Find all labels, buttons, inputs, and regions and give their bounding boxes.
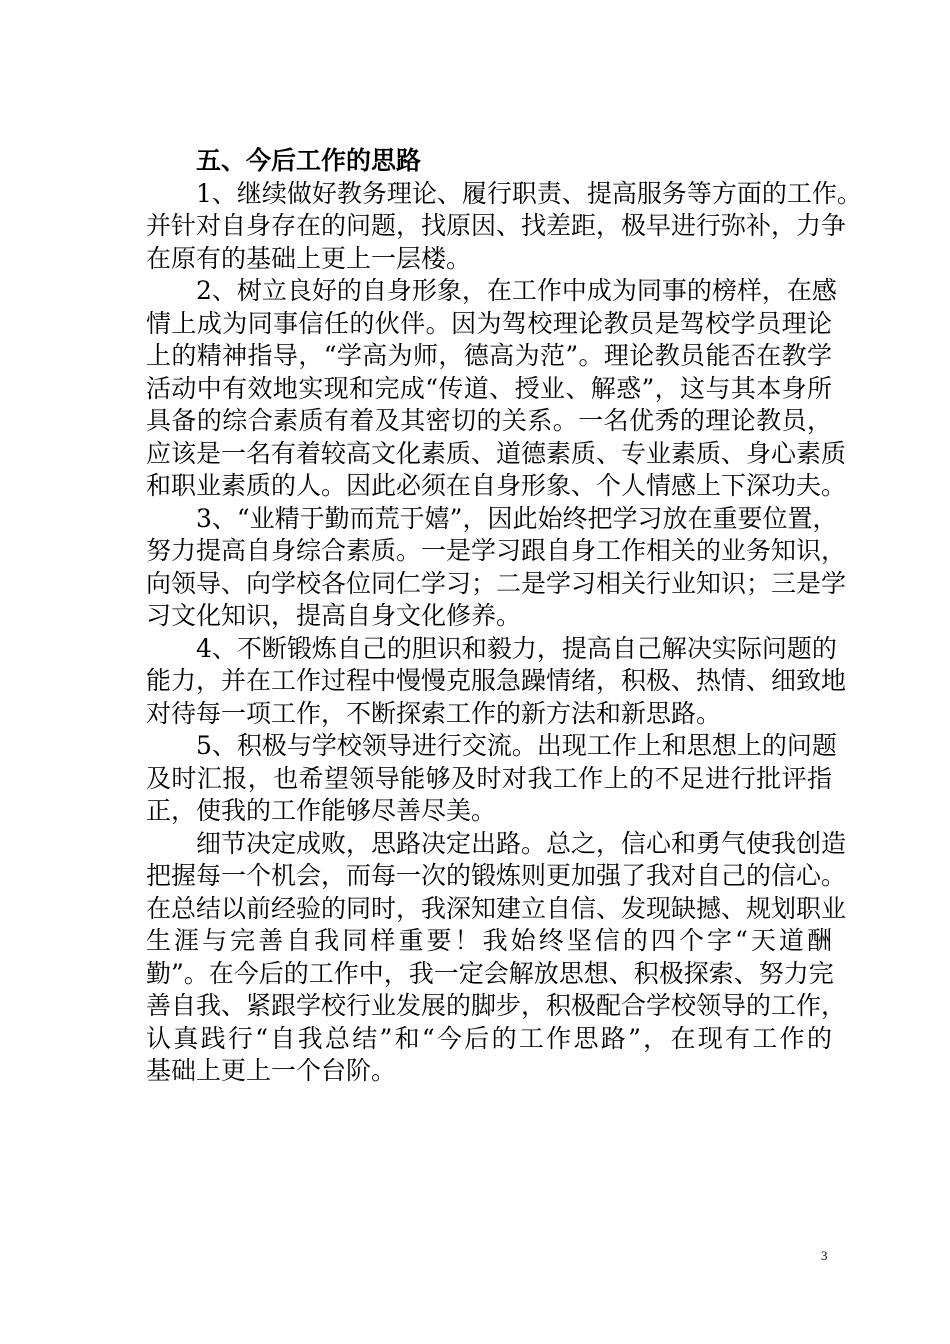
text-line: 并针对自身存在的问题，找原因、找差距，极早进行弥补，力争 [146,211,847,240]
paragraph [146,178,862,276]
text-line: 习文化知识，提高自身文化修养。 [146,601,522,630]
paragraph [146,503,847,633]
text-line: 4、不断锻炼自己的胆识和毅力，提高自己解决实际问题的 [196,633,837,663]
text-line: 正，使我的工作能够尽善尽美。 [146,796,497,825]
text-line: 把握每一个机会，而每一次的锻炼则更加强了我对自己的信心。 [146,861,847,890]
document-body [146,145,862,1088]
text-line: 情上成为同事信任的伙伴。因为驾校理论教员是驾校学员理论 [146,308,832,338]
text-line: 向领导、向学校各位同仁学习；二是学习相关行业知识；三是学 [146,568,847,598]
text-line: 在原有的基础上更上一层楼。 [146,243,472,273]
text-line: 1、继续做好教务理论、履行职责、提高服务等方面的工作。 [196,178,862,208]
text-line: 应该是一名有着较高文化素质、道德素质、专业素质、身心素质 [146,438,847,468]
text-line: 3、“业精于勤而荒于嬉”，因此始终把学习放在重要位置， [196,503,838,533]
text-line: 能力，并在工作过程中慢慢克服急躁情绪，积极、热情、细致地 [146,666,847,695]
text-line: 努力提高自身综合素质。一是学习跟自身工作相关的业务知识， [146,536,847,565]
paragraph [146,828,847,1088]
text-line: 活动中有效地实现和完成“传道、授业、解惑”，这与其本身所 [146,373,832,403]
section-heading: 五、今后工作的思路 [196,146,422,175]
page-number: 3 [821,1248,828,1263]
text-line: 对待每一项工作，不断探索工作的新方法和新思路。 [146,698,722,728]
text-line: 5、积极与学校领导进行交流。出现工作上和思想上的问题 [196,731,837,760]
text-line: 及时汇报，也希望领导能够及时对我工作上的不足进行批评指 [146,763,832,793]
text-line: 基础上更上一个台阶。 [146,1056,397,1085]
text-line: 细节决定成败，思路决定出路。总之，信心和勇气使我创造 [196,828,847,858]
text-line: 勤”。在今后的工作中，我一定会解放思想、积极探索、努力完 [146,958,834,988]
text-line: 认真践行“自我总结”和“今后的工作思路”，在现有工作的 [146,1023,832,1053]
paragraphs [146,178,862,1088]
text-line: 生涯与完善自我同样重要！我始终坚信的四个字“天道酬 [146,926,832,955]
text-line: 在总结以前经验的同时，我深知建立自信、发现缺撼、规划职业 [146,893,847,923]
text-line: 2、树立良好的自身形象，在工作中成为同事的榜样，在感 [196,276,837,305]
text-line: 上的精神指导，“学高为师，德高为范”。理论教员能否在教学 [146,341,832,370]
text-line: 善自我、紧跟学校行业发展的脚步，积极配合学校领导的工作， [146,991,847,1020]
paragraph [146,730,837,828]
text-line: 和职业素质的人。因此必须在自身形象、个人情感上下深功夫。 [146,471,847,500]
paragraph [146,275,847,503]
text-line: 具备的综合素质有着及其密切的关系。一名优秀的理论教员， [146,406,832,435]
paragraph [146,633,847,731]
